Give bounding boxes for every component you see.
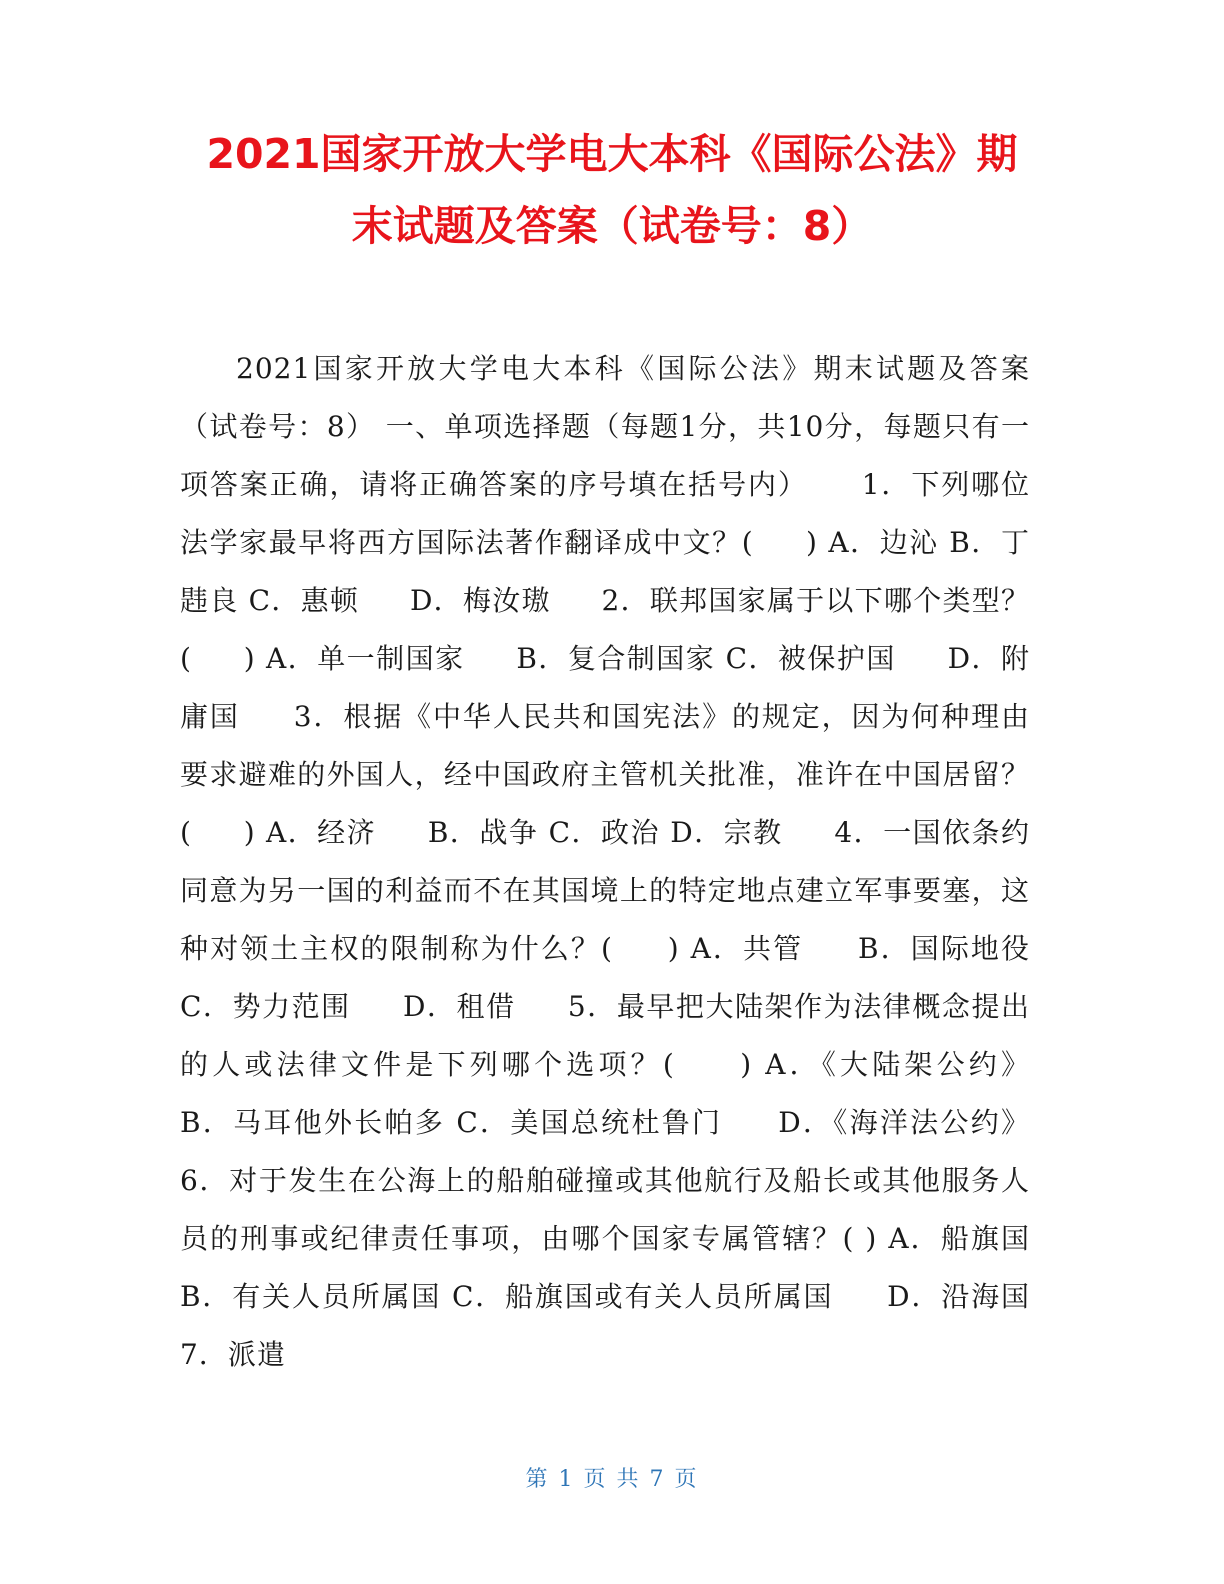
page-number: 第 1 页 共 7 页 <box>525 1467 699 1492</box>
document-title <box>150 118 1074 262</box>
title-line-1: 2021国家开放大学电大本科《国际公法》期 <box>206 130 1018 178</box>
title-line-2: 末试题及答案（试卷号：8） <box>351 202 873 250</box>
document-body: 2021国家开放大学电大本科《国际公法》期末试题及答案（试卷号：8） 一、单项选择题（每题1分，共10分，每题只有一项答案正确，请将正确答案的序号填在括号内） 1．下列哪位法学家最早将西方国际法著作翻译成中文？( ) A．边沁 B．丁韪良 C．惠顿 D．梅汝璈 2．联邦国家属于以下哪个类型？( ) A．单一制国家 B．复合制国家 C．被保护国 D．附庸国 3．根据《中华人民共和国宪法》的规定，因为何种理由要求避难的外国人，经中国政府主管机关批准，准许在中国居留？( ) A．经济 B．战争 C．政治 D．宗教 4．一国依条约同意为另一国的利益而不在其国境上的特定地点建立军事要塞，这种对领土主权的限制称为什么？( ) A．共管 B．国际地役 C．势力范围 D．租借 5．最早把大陆架作为法律概念提出的人或法律文件是下列哪个选项？( ) A．《大陆架公约》 B．马耳他外长帕多 C．美国总统杜鲁门 D．《海洋法公约》 6．对于发生在公海上的船舶碰撞或其他航行及船长或其他服务人员的刑事或纪律责任事项，由哪个国家专属管辖？( ) A．船旗国 B．有关人员所属国 C．船旗国或有关人员所属国 D．沿海国 7．派遣 <box>180 352 1080 1371</box>
